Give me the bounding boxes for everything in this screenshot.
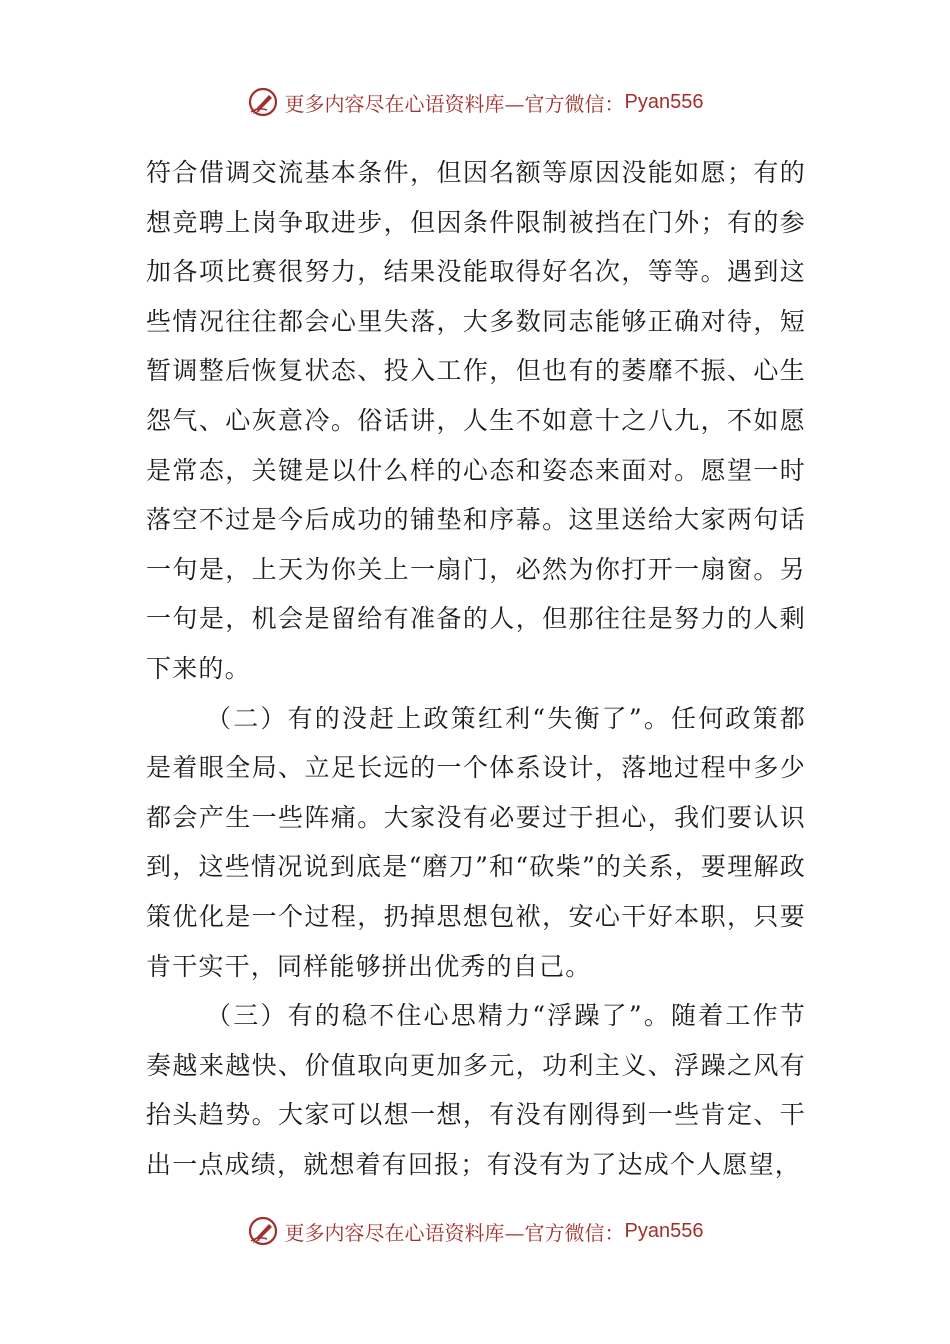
footer-banner — [0, 1211, 950, 1251]
footer-banner-text: 更多内容尽在心语资料库—官方微信： — [284, 1220, 625, 1245]
header-wechat-id: Pyan556 — [624, 90, 704, 113]
paragraph-3: （三）有的稳不住心思精力“浮躁了”。随着工作节奏越来越快、价值取向更加多元，功利主义、浮躁之风有抬头趋势。大家可以想一想，有没有刚得到一些肯定、干出一点成绩，就想着有回报；有没有为了达成个人愿望， — [146, 1001, 806, 1179]
footer-wechat-id: Pyan556 — [624, 1219, 704, 1242]
pen-logo-icon — [247, 1215, 279, 1247]
pen-logo-icon — [247, 86, 279, 118]
header-banner — [0, 82, 950, 122]
body-text — [146, 148, 806, 1189]
paragraph-2: （二）有的没赶上政策红利“失衡了”。任何政策都是着眼全局、立足长远的一个体系设计，落地过程中多少都会产生一些阵痛。大家没有必要过于担心，我们要认识到，这些情况说到底是“磨刀”和“砍柴”的关系，要理解政策优化是一个过程，扔掉思想包袱，安心干好本职，只要肯干实干，同样能够拼出优秀的自己。 — [146, 703, 806, 981]
paragraph-1: 符合借调交流基本条件，但因名额等原因没能如愿；有的想竞聘上岗争取进步，但因条件限制被挡在门外；有的参加各项比赛很努力，结果没能取得好名次，等等。遇到这些情况往往都会心里失落，大多数同志能够正确对待，短暂调整后恢复状态、投入工作，但也有的萎靡不振、心生怨气、心灰意冷。俗话讲，人生不如意十之八九，不如愿是常态，关键是以什么样的心态和姿态来面对。愿望一时落空不过是今后成功的铺垫和序幕。这里送给大家两句话一句是，上天为你关上一扇门，必然为你打开一扇窗。另一句是，机会是留给有准备的人，但那往往是努力的人剩下来的。 — [146, 158, 806, 683]
header-banner-text: 更多内容尽在心语资料库—官方微信： — [284, 91, 625, 116]
